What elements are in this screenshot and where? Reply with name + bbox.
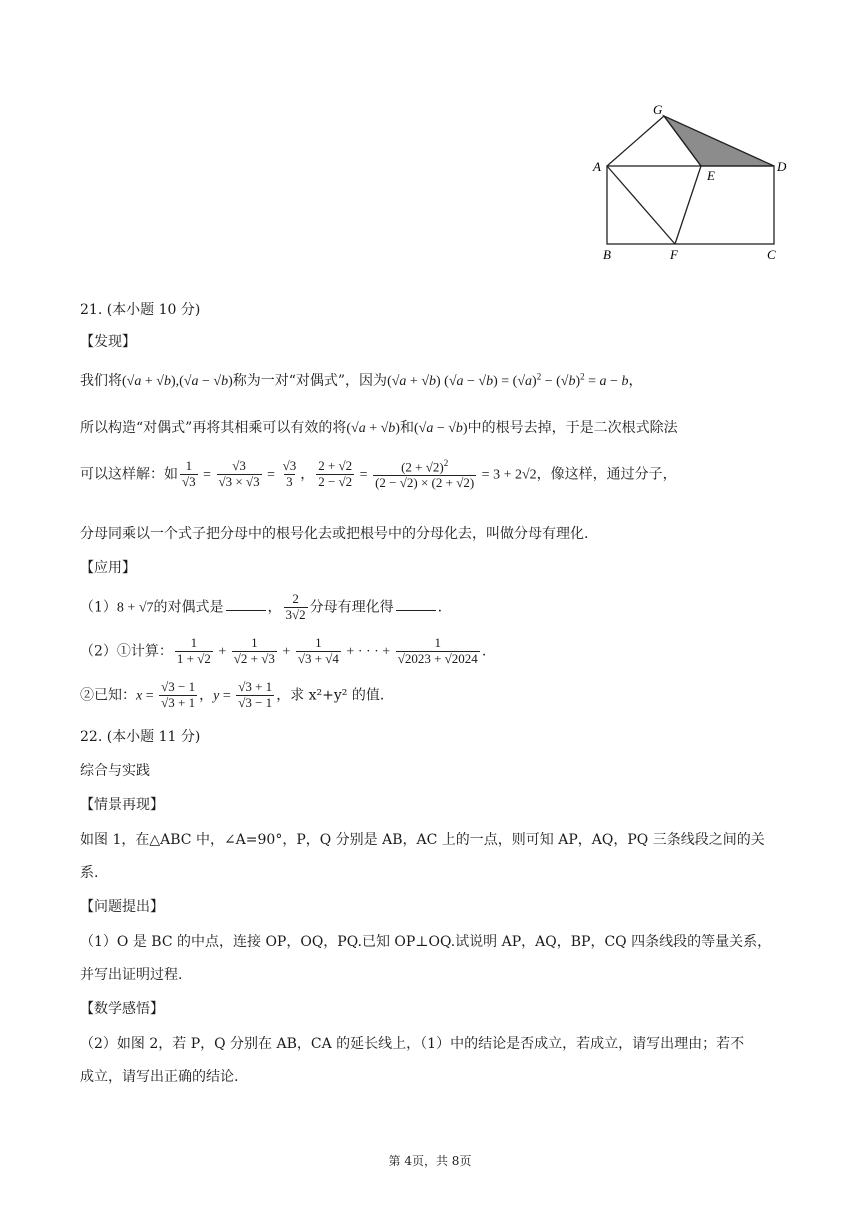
fraction: $\frac{1}{√2 + √3}$ xyxy=(233,635,275,666)
fraction: $\frac{2}{3√2}$ xyxy=(285,591,306,622)
fraction: $\frac{√3}{√3 \times √3}$ xyxy=(218,458,260,490)
q21-section-discover: 【发现】 xyxy=(80,334,136,350)
q22-header: 22. (本小题 11 分) xyxy=(80,729,201,745)
page-footer: 第 4页，共 8页 xyxy=(388,1154,472,1168)
formula: 8 + √7 xyxy=(116,600,154,616)
q21-paragraph-2 xyxy=(80,417,678,437)
text: . xyxy=(437,599,443,616)
fraction: $\frac{√3 - 1}{√3 + 1}$ xyxy=(161,679,196,710)
q22-question-2-line-2: 成立，请写出正确的结论. xyxy=(80,1069,239,1085)
answer-blank xyxy=(226,600,266,611)
text: ，像这样，通过分子， xyxy=(536,466,677,483)
shaded-triangle xyxy=(664,116,774,166)
q22-scene-line-1: 如图 1，在△ABC 中，∠A=90°，P，Q 分别是 AB，AC 上的一点，则可知 AP，AQ，PQ 三条线段之间的关 xyxy=(80,832,765,848)
answer-blank xyxy=(396,600,436,611)
label-f: F xyxy=(670,247,678,262)
label-d: D xyxy=(777,159,787,174)
fraction: $\frac{(2 + √2)^2}{(2 - √2) \times (2 + √2)}$ xyxy=(375,458,475,491)
q21-paragraph-3: 可以这样解：如 $\frac{1}{√3}$ = $\frac{√3}{√3 \times √3}$ = $\frac{√3}{3}$ ， $\frac{2 + √2}{2 - √2}$ = $\frac{(2 + √2)^2}{(2 - √2) \times (2 + √2)}$ = 3 + 2√2，像这样，通过分子， xyxy=(80,458,677,491)
text: 分母有理化得 xyxy=(309,599,394,616)
q21-header: 21. (本小题 10 分) xyxy=(80,302,201,318)
text: 可以这样解：如 xyxy=(80,466,178,483)
rectangle-abcd xyxy=(607,166,774,244)
fraction: $\frac{1}{√2023 + √2024}$ xyxy=(397,635,478,666)
label-e: E xyxy=(707,168,715,183)
formula-pair: (√a + √b),(√a − √b) xyxy=(122,374,233,389)
text: 和 xyxy=(399,420,414,436)
q21-paragraph-4: 分母同乘以一个式子把分母中的根号化去或把根号中的分母化去，叫做分母有理化. xyxy=(80,526,589,542)
q21-item-1 xyxy=(80,592,442,623)
formula: (√a + √b) xyxy=(346,421,400,436)
fraction: $\frac{1}{1 + √2}$ xyxy=(176,635,211,666)
q22-question-1-line-1: （1）O 是 BC 的中点，连接 OP，OQ，PQ.已知 OP⊥OQ.试说明 AP，AQ，BP，CQ 四条线段的等量关系， xyxy=(80,934,772,950)
segment-ef xyxy=(675,166,701,244)
fraction: $\frac{√3}{3}$ xyxy=(282,458,297,490)
q22-section-scene: 【情景再现】 xyxy=(80,797,164,813)
q22-question-1-line-2: 并写出证明过程. xyxy=(80,967,183,983)
label-c: C xyxy=(767,247,776,262)
label-g: G xyxy=(653,102,663,117)
fraction: $\frac{1}{√3}$ xyxy=(182,458,196,490)
q21-item-3: ②已知：x = $\frac{√3 - 1}{√3 + 1}$ ，y = $\frac{√3 + 1}{√3 - 1}$ ，求 x²+y² 的值. xyxy=(80,679,385,710)
q22-subtitle: 综合与实践 xyxy=(80,763,150,779)
fraction: $\frac{1}{√3 + √4}$ xyxy=(297,635,339,666)
text: 称为一对“对偶式”，因为 xyxy=(232,373,388,389)
formula-product: (√a + √b) $(√a - √b) = (√a)^2 - (√b)^2 = a - b$ xyxy=(387,371,629,389)
segment-af xyxy=(607,166,675,244)
q21-item-2: （2）①计算： $\frac{1}{1 + √2}$ + $\frac{1}{√2 + √3}$ + $\frac{1}{√3 + √4}$ + · · · + $\frac{1}{√2023 + √2024}$ . xyxy=(80,635,487,666)
text: 的对偶式是 xyxy=(153,599,224,616)
label-b: B xyxy=(603,247,611,262)
fraction: $\frac{√3 + 1}{√3 - 1}$ xyxy=(238,679,273,710)
formula: (√a − √b) xyxy=(413,421,468,436)
q22-scene-line-2: 系. xyxy=(80,865,99,881)
text: ，求 x²+y² 的值. xyxy=(276,687,385,704)
segment-ag xyxy=(607,116,664,166)
text: （1） xyxy=(80,599,117,616)
label-a: A xyxy=(593,159,601,174)
geometry-figure xyxy=(590,100,800,265)
text: 我们将 xyxy=(80,373,122,389)
text: 中的根号去掉，于是二次根式除法 xyxy=(467,420,678,436)
q22-question-2-line-1: （2）如图 2，若 P，Q 分别在 AB，CA 的延长线上，（1）中的结论是否成立，若成立，请写出理由；若不 xyxy=(80,1036,745,1052)
text: （2）①计算： xyxy=(80,643,173,660)
q21-paragraph-1: 我们将(√a + √b),(√a − √b)称为一对“对偶式”，因为(√a + √b) $(√a - √b) = (√a)^2 - (√b)^2 = a - b$， xyxy=(80,371,643,389)
q21-section-apply: 【应用】 xyxy=(80,560,136,576)
fraction: $\frac{2 + √2}{2 - √2}$ xyxy=(318,458,353,490)
text: 所以构造“对偶式”再将其相乘可以有效的将 xyxy=(80,420,347,436)
text: ②已知： xyxy=(80,687,136,704)
text: ， xyxy=(267,599,282,616)
q22-section-question: 【问题提出】 xyxy=(80,899,164,915)
q22-section-insight: 【数学感悟】 xyxy=(80,1001,164,1017)
